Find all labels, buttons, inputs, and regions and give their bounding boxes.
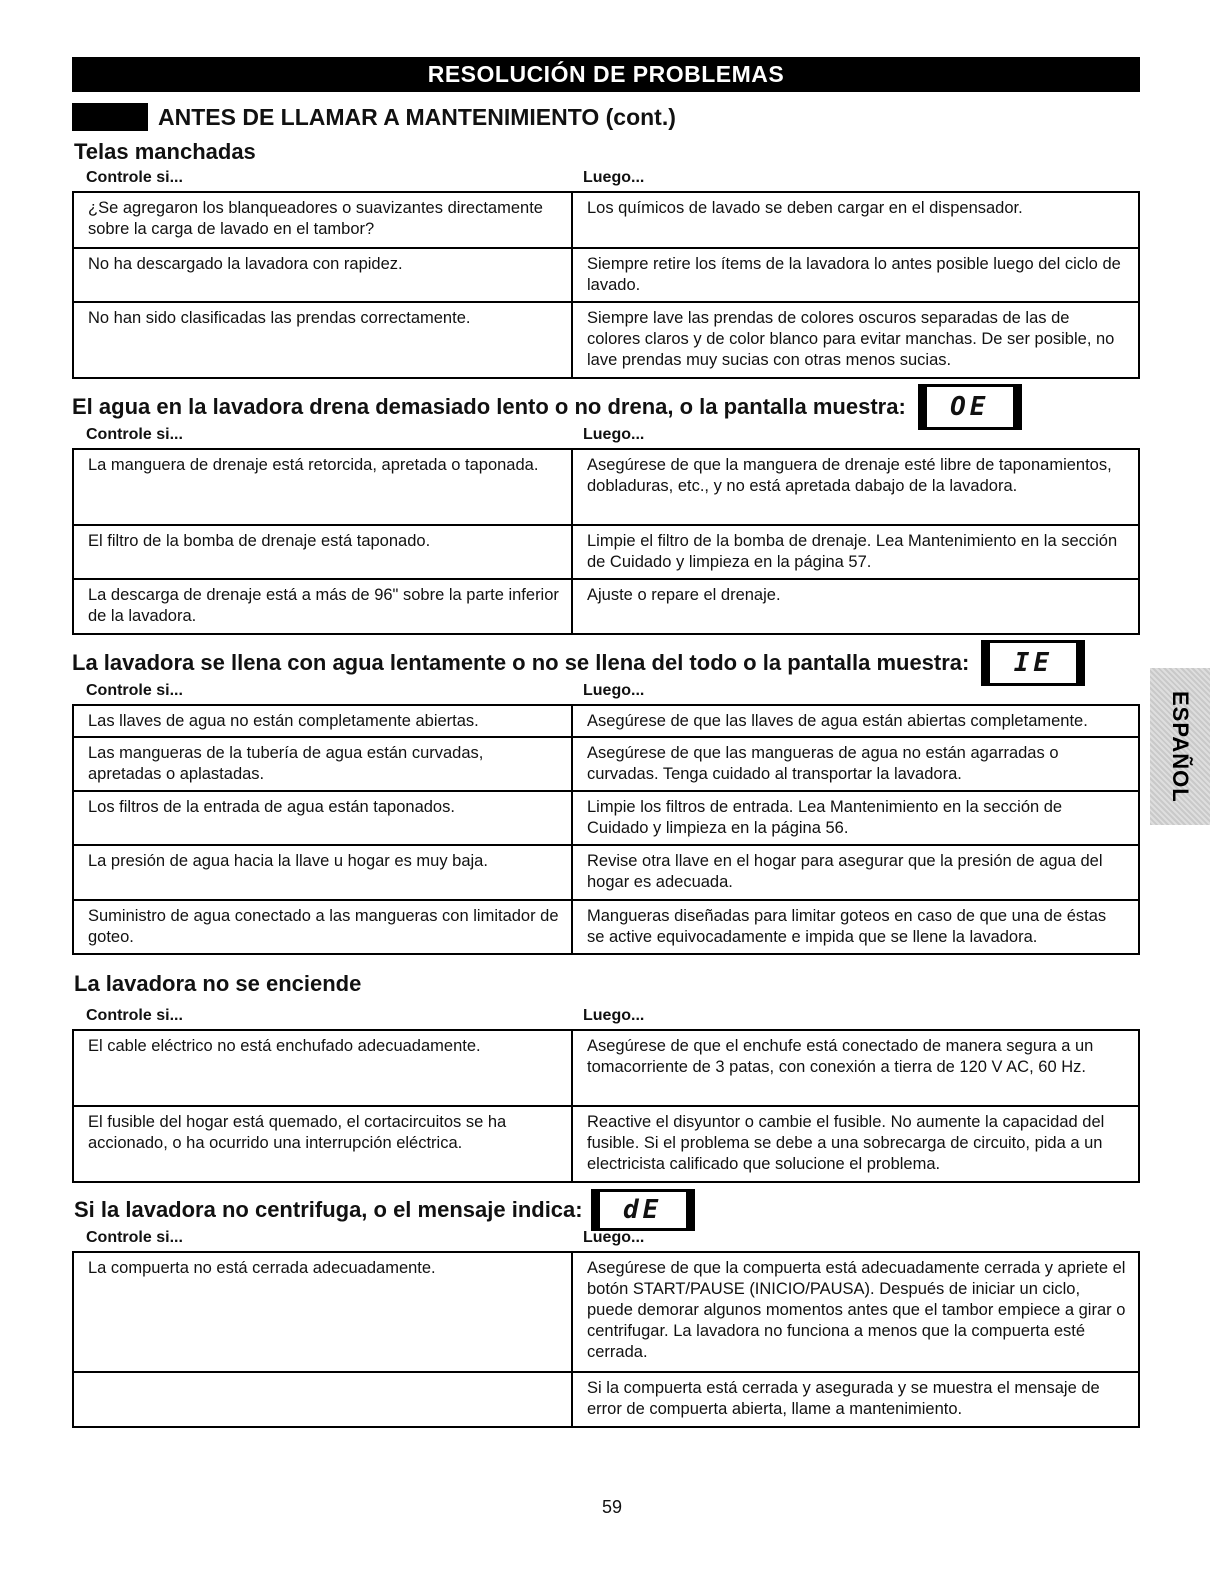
section-title: La lavadora no se enciende: [74, 971, 362, 996]
col-check-header: Controle si...: [86, 682, 183, 699]
then-cell: Asegúrese de que el enchufe está conectado de manera segura a un tomacorriente de 3 patas, con conexión a tierra de 120 V AC, 60 Hz.: [572, 1030, 1139, 1106]
then-cell: Asegúrese de que la manguera de drenaje esté libre de taponamientos, dobladuras, etc., y no está apretada dabajo de la lavadora.: [572, 449, 1139, 525]
then-cell: Los químicos de lavado se deben cargar en el dispensador.: [572, 192, 1139, 248]
subtitle-text: ANTES DE LLAMAR A MANTENIMIENTO (cont.): [158, 103, 676, 130]
table-row: [73, 791, 1139, 845]
language-tab-label: ESPAÑOL: [1168, 690, 1193, 803]
troubleshooting-table: [72, 1251, 1140, 1428]
check-cell: El filtro de la bomba de drenaje está taponado.: [73, 525, 572, 579]
section-no-power: [74, 971, 1140, 997]
then-cell: Siempre retire los ítems de la lavadora lo antes posible luego del ciclo de lavado.: [572, 248, 1139, 302]
then-cell: Limpie los filtros de entrada. Lea Mantenimiento en la sección de Cuidado y limpieza en la página 56.: [572, 791, 1139, 845]
black-bar-marker: [72, 103, 148, 131]
troubleshooting-table: [72, 191, 1140, 379]
page-banner: RESOLUCIÓN DE PROBLEMAS: [72, 57, 1140, 92]
col-check-header: Controle si...: [86, 169, 183, 186]
check-cell: Las llaves de agua no están completamente abiertas.: [73, 705, 572, 737]
troubleshooting-table: [72, 448, 1140, 635]
check-cell: Suministro de agua conectado a las mangueras con limitador de goteo.: [73, 900, 572, 954]
section-no-spin: [74, 1189, 1140, 1231]
col-then-header: Luego...: [583, 169, 645, 186]
col-check-header: Controle si...: [86, 1007, 183, 1024]
table-row: [73, 900, 1139, 954]
table-row: [73, 525, 1139, 579]
check-cell: Las mangueras de la tubería de agua están curvadas, apretadas o aplastadas.: [73, 737, 572, 791]
section-title-row: [74, 1189, 1140, 1231]
check-cell: No ha descargado la lavadora con rapidez.: [73, 248, 572, 302]
col-then-header: Luego...: [583, 426, 645, 443]
check-cell: No han sido clasificadas las prendas correctamente.: [73, 302, 572, 378]
table-row: [73, 248, 1139, 302]
table-row: [73, 705, 1139, 737]
then-cell: Revise otra llave en el hogar para asegurar que la presión de agua del hogar es adecuada.: [572, 845, 1139, 900]
table-row: [73, 1252, 1139, 1372]
column-headers: [72, 1227, 1140, 1249]
col-check-header: Controle si...: [86, 1229, 183, 1246]
page-number: 59: [601, 1497, 623, 1517]
check-cell: Los filtros de la entrada de agua están taponados.: [73, 791, 572, 845]
table-row: [73, 1106, 1139, 1182]
section-subtitle: [72, 102, 1140, 132]
check-cell: La manguera de drenaje está retorcida, apretada o taponada.: [73, 449, 572, 525]
column-headers: [72, 680, 1140, 702]
column-headers: [72, 167, 1140, 189]
error-display-de: dE: [591, 1189, 695, 1231]
col-then-header: Luego...: [583, 1007, 645, 1024]
col-then-header: Luego...: [583, 1229, 645, 1246]
then-cell: Asegúrese de que las mangueras de agua no están agarradas o curvadas. Tenga cuidado al transportar la lavadora.: [572, 737, 1139, 791]
table-row: [73, 302, 1139, 378]
then-cell: Limpie el filtro de la bomba de drenaje. Lea Mantenimiento en la sección de Cuidado y limpieza en la página 57.: [572, 525, 1139, 579]
check-cell: La presión de agua hacia la llave u hogar es muy baja.: [73, 845, 572, 900]
col-then-header: Luego...: [583, 682, 645, 699]
section-stained-fabrics: [74, 139, 1140, 165]
section-title: Telas manchadas: [74, 139, 256, 164]
then-cell: Siempre lave las prendas de colores oscuros separadas de las de colores claros y de color blanco para evitar manchas. De ser posible, no lave prendas muy sucias con otras menos sucias.: [572, 302, 1139, 378]
page: [72, 57, 1140, 1428]
table-row: [73, 1030, 1139, 1106]
then-cell: Mangueras diseñadas para limitar goteos en caso de que una de éstas se active equivocadamente e impida que se llene la lavadora.: [572, 900, 1139, 954]
check-cell: El fusible del hogar está quemado, el cortacircuitos se ha accionado, o ha ocurrido una interrupción eléctrica.: [73, 1106, 572, 1182]
section-title: El agua en la lavadora drena demasiado lento o no drena, o la pantalla muestra:: [72, 394, 906, 419]
check-cell: ¿Se agregaron los blanqueadores o suavizantes directamente sobre la carga de lavado en el tambor?: [73, 192, 572, 248]
error-display-oe: OE: [918, 384, 1022, 430]
table-row: [73, 737, 1139, 791]
table-row: [73, 845, 1139, 900]
table-row: [73, 1372, 1139, 1427]
error-display-ie: IE: [981, 640, 1085, 686]
troubleshooting-table: [72, 704, 1140, 955]
section-title: La lavadora se llena con agua lentamente o no se llena del todo o la pantalla muestra:: [72, 650, 970, 675]
troubleshooting-table: [72, 1029, 1140, 1183]
then-cell: Si la compuerta está cerrada y asegurada y se muestra el mensaje de error de compuerta abierta, llame a mantenimiento.: [572, 1372, 1139, 1427]
check-cell: El cable eléctrico no está enchufado adecuadamente.: [73, 1030, 572, 1106]
col-check-header: Controle si...: [86, 426, 183, 443]
check-cell: [73, 1372, 572, 1427]
then-cell: Reactive el disyuntor o cambie el fusible. No aumente la capacidad del fusible. Si el problema se debe a una sobrecarga de circuito, pida a un electricista calificado que solucione el problema.: [572, 1106, 1139, 1182]
table-row: [73, 579, 1139, 634]
then-cell: Asegúrese de que las llaves de agua están abiertas completamente.: [572, 705, 1139, 737]
section-title: Si la lavadora no centrifuga, o el mensaje indica:: [74, 1197, 583, 1222]
then-cell: Asegúrese de que la compuerta está adecuadamente cerrada y apriete el botón START/PAUSE (INICIO/PAUSA). Después de iniciar un ciclo, puede demorar algunos momentos antes que el tambor empiece a girar o centrifugar. La lavadora no funciona a menos que la compuerta esté cerrada.: [572, 1252, 1139, 1372]
then-cell: Ajuste o repare el drenaje.: [572, 579, 1139, 634]
column-headers: [72, 1005, 1140, 1027]
table-row: [73, 192, 1139, 248]
check-cell: La descarga de drenaje está a más de 96" sobre la parte inferior de la lavadora.: [73, 579, 572, 634]
language-tab: [1150, 668, 1210, 825]
check-cell: La compuerta no está cerrada adecuadamente.: [73, 1252, 572, 1372]
table-row: [73, 449, 1139, 525]
